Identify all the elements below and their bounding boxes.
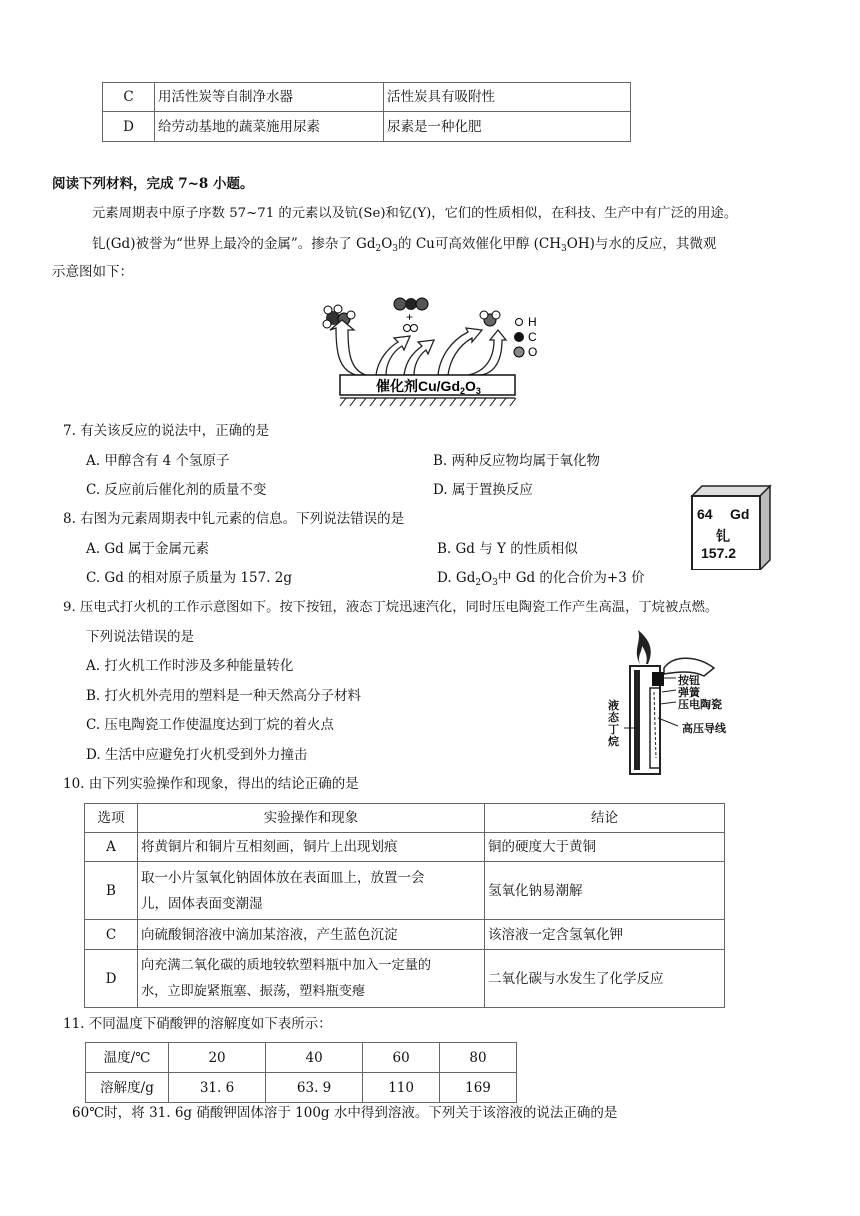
q10-table — [84, 803, 725, 1008]
table-cell: D — [85, 950, 138, 1008]
catalyst-reaction-diagram — [318, 290, 548, 412]
table-cell: 活性炭具有吸附性 — [384, 83, 631, 112]
table-cell: 二氧化碳与水发生了化学反应 — [485, 950, 725, 1008]
q7-stem: 7. 有关该反应的说法中，正确的是 — [63, 423, 270, 439]
hydrogen-molecule-icon — [404, 325, 418, 332]
q11-stem: 11. 不同温度下硝酸钾的溶解度如下表所示： — [63, 1016, 332, 1032]
element-name: 钆 — [716, 529, 730, 545]
table-cell: 尿素是一种化肥 — [384, 112, 631, 142]
table-cell: 给劳动基地的蔬菜施用尿素 — [155, 112, 384, 142]
material-paragraph-2: 钆(Gd)被誉为“世界上最冷的金属”。掺杂了 $Gd_2O_3$的 Cu可高效催化甲醇 $(CH_3OH)$与水的反应，其微观 — [92, 236, 717, 254]
table-cell: 该溶液一定含氢氧化钾 — [485, 920, 725, 950]
table-cell: 40 — [266, 1043, 363, 1073]
legend-h: H — [528, 315, 537, 329]
table-cell: 向硫酸铜溶液中滴加某溶液，产生蓝色沉淀 — [138, 920, 485, 950]
q8-option-a: A. Gd 属于金属元素 — [86, 541, 210, 557]
q11-solubility-table — [85, 1042, 517, 1103]
table-header: 实验操作和现象 — [138, 804, 485, 833]
table-cell: 温度/℃ — [86, 1043, 169, 1073]
table-cell: 31. 6 — [169, 1073, 266, 1103]
lighter-diagram — [604, 628, 754, 776]
label-butane: 液态丁烷 — [608, 699, 619, 748]
q9-stem: 9. 压电式打火机的工作示意图如下。按下按钮，液态丁烷迅速汽化，同时压电陶瓷工作产生高温，丁烷被点燃。 — [63, 600, 719, 615]
q8-option-b: B. Gd 与 Y 的性质相似 — [437, 541, 578, 557]
table-cell: 取一小片氢氧化钠固体放在表面皿上，放置一会 儿，固体表面变潮湿 — [138, 862, 485, 920]
table-header: 选项 — [85, 804, 138, 833]
material-paragraph-2-cont: 示意图如下： — [52, 264, 133, 280]
q9-option-b: B. 打火机外壳用的塑料是一种天然高分子材料 — [86, 688, 362, 704]
legend-o: O — [528, 345, 538, 359]
label-piezo: 压电陶瓷 — [678, 698, 722, 711]
table-row — [85, 833, 725, 862]
q7-option-d: D. 属于置换反应 — [433, 482, 533, 498]
element-mass: 157.2 — [701, 545, 737, 561]
table-row — [86, 1043, 517, 1073]
table-cell: 60 — [363, 1043, 440, 1073]
plus-sign: + — [406, 310, 414, 324]
table-cell: A — [85, 833, 138, 862]
q7-option-b: B. 两种反应物均属于氧化物 — [433, 453, 601, 469]
table-row — [85, 950, 725, 1008]
label-spring: 弹簧 — [678, 686, 700, 699]
table-cell: 169 — [440, 1073, 517, 1103]
table-cell: D — [103, 112, 155, 142]
table-cell: 将黄铜片和铜片互相刻画，铜片上出现划痕 — [138, 833, 485, 862]
table-cell: 20 — [169, 1043, 266, 1073]
q7-option-c: C. 反应前后催化剂的质量不变 — [86, 482, 267, 498]
q9-option-c: C. 压电陶瓷工作使温度达到丁烷的着火点 — [86, 717, 334, 733]
table-cell: B — [85, 862, 138, 920]
table-row — [85, 920, 725, 950]
table-row — [86, 1073, 517, 1103]
table-cell: 用活性炭等自制净水器 — [155, 83, 384, 112]
table-cell: C — [85, 920, 138, 950]
legend-c: C — [528, 330, 537, 344]
material-heading: 阅读下列材料，完成 7~8 小题。 — [52, 176, 254, 192]
reaction-arrows-icon — [330, 320, 506, 375]
table-row — [85, 862, 725, 920]
top-options-table — [102, 82, 631, 142]
table-header: 结论 — [485, 804, 725, 833]
q8-stem: 8. 右图为元素周期表中钆元素的信息。下列说法错误的是 — [63, 511, 405, 527]
q8-option-d: D. $Gd_2O_3$中 Gd 的化合价为+3 价 — [437, 570, 645, 588]
table-cell: 80 — [440, 1043, 517, 1073]
label-button: 按钮 — [678, 674, 700, 687]
q9-option-d: D. 生活中应避免打火机受到外力撞击 — [86, 747, 308, 763]
label-wire: 高压导线 — [682, 722, 726, 735]
water-molecule-icon — [480, 311, 500, 326]
table-cell: 63. 9 — [266, 1073, 363, 1103]
table-cell: 溶解度/g — [86, 1073, 169, 1103]
q11-after: 60℃时，将 31. 6g 硝酸钾固体溶于 100g 水中得到溶液。下列关于该溶液的说法正确的是 — [72, 1105, 618, 1121]
q9-stem-cont: 下列说法错误的是 — [86, 629, 194, 645]
table-cell: 向充满二氧化碳的质地较软塑料瓶中加入一定量的 水，立即旋紧瓶塞、振荡，塑料瓶变瘪 — [138, 950, 485, 1008]
table-cell: C — [103, 83, 155, 112]
q8-option-c: C. Gd 的相对原子质量为 157. 2g — [86, 570, 293, 586]
q9-option-a: A. 打火机工作时涉及多种能量转化 — [86, 658, 294, 674]
q10-stem: 10. 由下列实验操作和现象，得出的结论正确的是 — [63, 776, 359, 792]
element-symbol: Gd — [730, 506, 750, 522]
catalyst-label: 催化剂$Cu/Gd_2O_3$ — [376, 378, 481, 396]
ground-hatch-icon — [340, 398, 516, 406]
table-cell: 氢氧化钠易潮解 — [485, 862, 725, 920]
element-card — [690, 484, 772, 570]
table-cell: 铜的硬度大于黄铜 — [485, 833, 725, 862]
q7-option-a: A. 甲醇含有 4 个氢原子 — [86, 453, 230, 469]
element-atomic-number: 64 — [697, 506, 713, 522]
table-cell: 110 — [363, 1073, 440, 1103]
carbon-dioxide-molecule-icon — [394, 298, 428, 310]
material-paragraph-1: 元素周期表中原子序数 57~71 的元素以及钪(Se)和钇(Y)，它们的性质相似，在科技、生产中有广泛的用途。 — [92, 206, 738, 221]
atom-legend — [514, 315, 537, 359]
